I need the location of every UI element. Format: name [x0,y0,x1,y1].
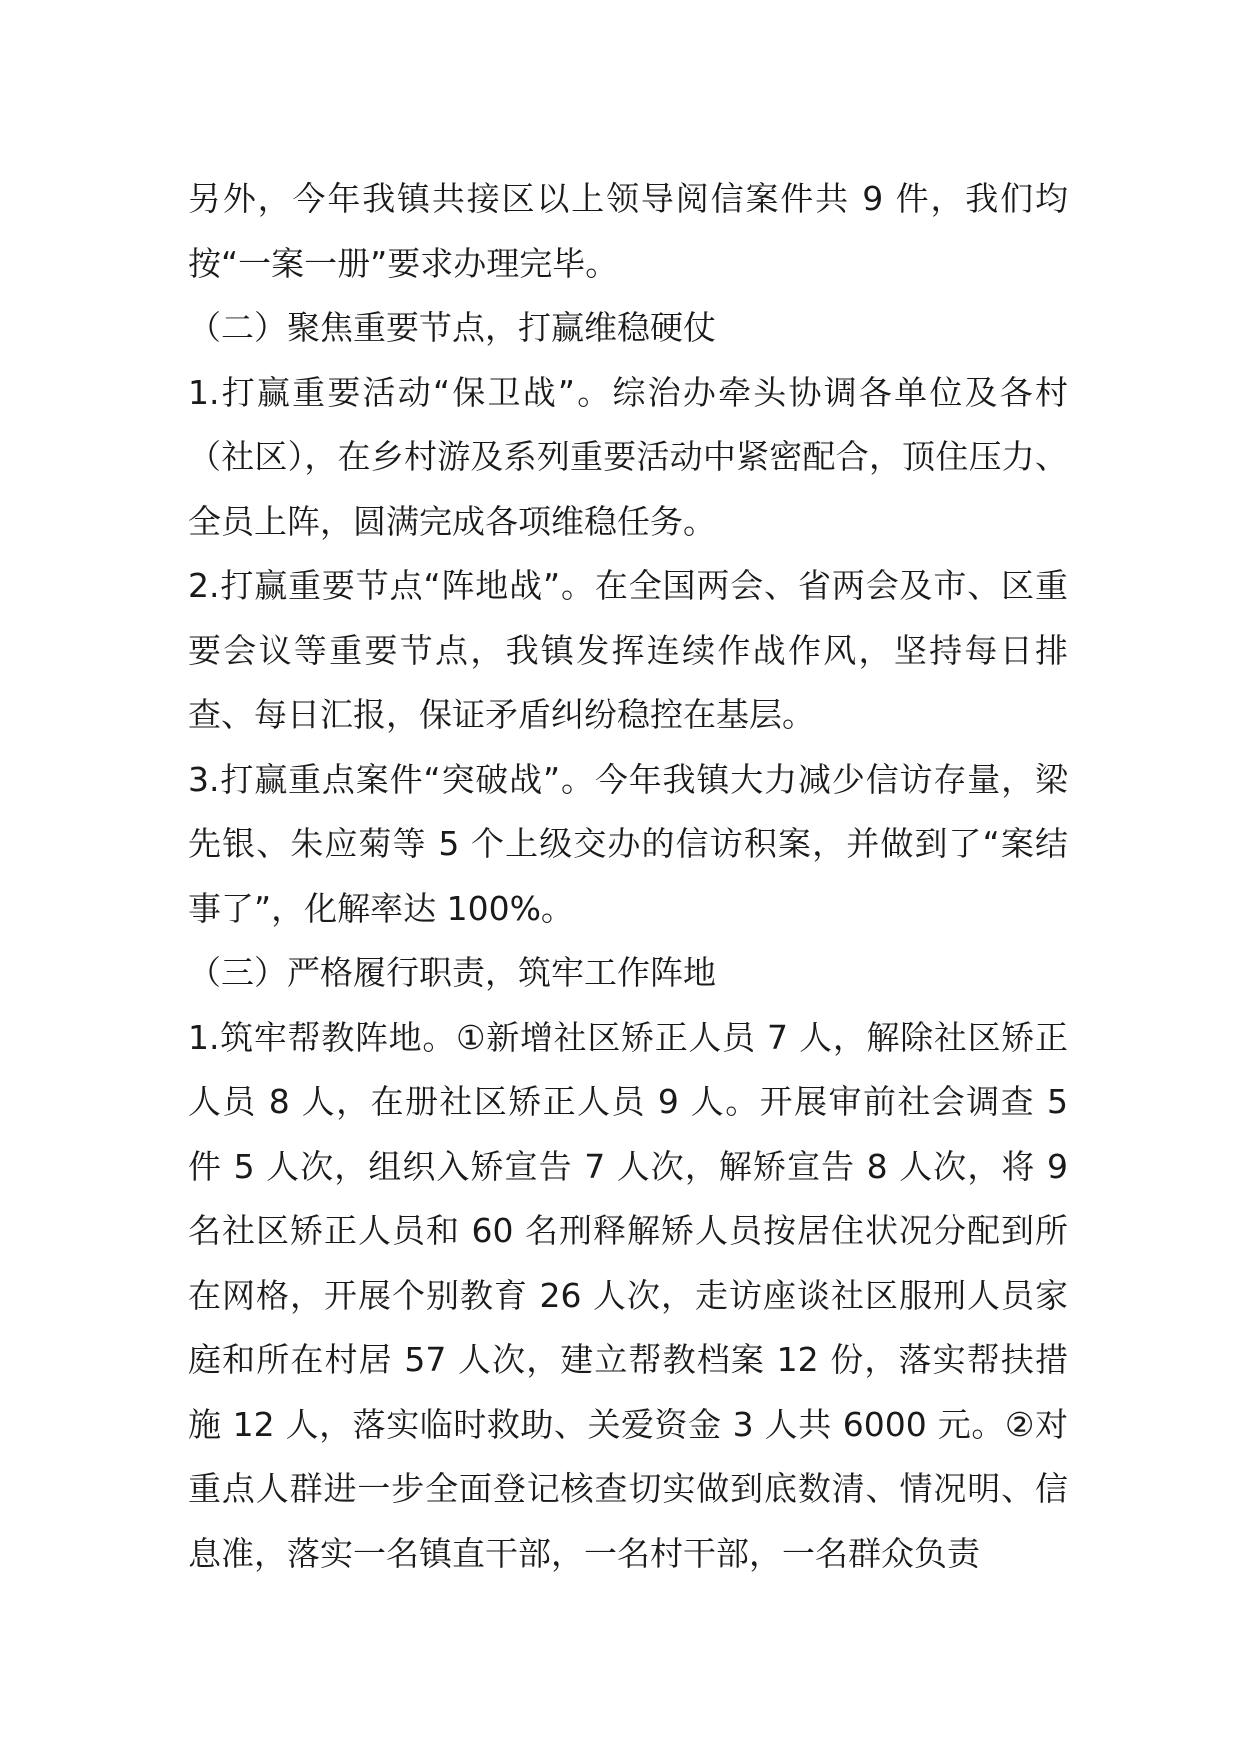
section-heading-3: （三）严格履行职责，筑牢工作阵地 [188,953,716,992]
paragraph-letter-cases: 另外，今年我镇共接区以上领导阅信案件共 9 件，我们均按“一案一册”要求办理完毕。 [188,179,1068,283]
paragraph-item-help-education: 1.筑牢帮教阵地。①新增社区矫正人员 7 人，解除社区矫正人员 8 人，在册社区矫正人员 9 人。开展审前社会调查 5 件 5 人次，组织入矫宣告 7 人次，解矫宣告 8 人次，将 9 名社区矫正人员和 60 名刑释解矫人员按居住状况分配到所在网格，开展个别教育 26 人次，走访座谈社区服刑人员家庭和所在村居 57 人次，建立帮教档案 12 份，落实帮扶措施 12 人，落实临时救助、关爱资金 3 人共 6000 元。②对重点人群进一步全面登记核查切实做到底数清、情况明、信息准，落实一名镇直干部，一名村干部，一名群众负责 [188,1017,1068,1573]
paragraph-item-3: 3.打赢重点案件“突破战”。今年我镇大力减少信访存量，梁先银、朱应菊等 5 个上级交办的信访积案，并做到了“案结事了”，化解率达 100%。 [188,759,1068,928]
paragraph-item-2: 2.打赢重要节点“阵地战”。在全国两会、省两会及市、区重要会议等重要节点，我镇发挥连续作战作风，坚持每日排查、每日汇报，保证矛盾纠纷稳控在基层。 [188,566,1068,734]
paragraph-item-1: 1.打赢重要活动“保卫战”。综治办牵头协调各单位及各村（社区），在乡村游及系列重要活动中紧密配合，顶住压力、全员上阵，圆满完成各项维稳任务。 [188,372,1068,541]
section-heading-2: （二）聚焦重要节点，打赢维稳硬仗 [188,308,716,347]
document-body [188,167,1068,1586]
